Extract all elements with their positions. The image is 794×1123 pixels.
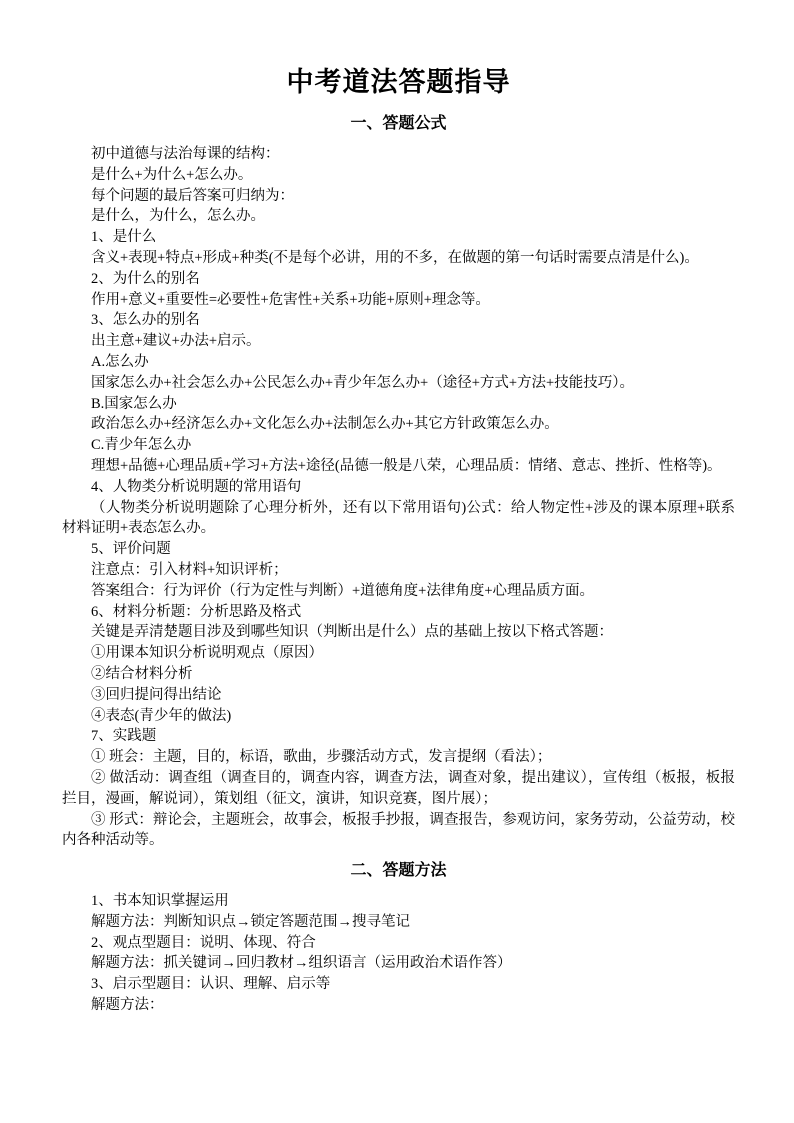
method-2-heading: 2、观点型题目：说明、体现、符合 [91, 934, 316, 951]
item-7-heading: 7、实践题 [91, 728, 157, 745]
item-4-content: （人物类分析说明题除了心理分析外，还有以下常用语句)公式：给人物定性+涉及的课本原理+联系材料证明+表态怎么办。 [62, 499, 735, 537]
structure-intro-text: 初中道德与法治每课的结构： [91, 146, 280, 162]
section-heading-answer-methods: 二、答题方法 [350, 862, 447, 880]
item-1-heading: 1、是什么 [91, 229, 157, 246]
item-6-heading: 6、材料分析题：分析思路及格式 [91, 603, 302, 620]
item-3-heading: 3、怎么办的别名 [91, 312, 200, 329]
item-7-point-1: ① 班会：主题，目的，标语，歌曲，步骤活动方式，发言提纲（看法）； [91, 749, 552, 766]
item-4-heading: 4、人物类分析说明题的常用语句 [91, 478, 302, 495]
method-3-heading: 3、启示型题目：认识、理解、启示等 [91, 976, 331, 993]
item-5-note: 注意点：引入材料+知识评析； [91, 561, 288, 578]
document-body [62, 64, 735, 1016]
item-7-point-3: ③ 形式：辩论会，主题班会，故事会，板报手抄报，调查报告，参观访问，家务劳动，公益劳动，校内各种活动等。 [62, 811, 735, 849]
item-2-content: 作用+意义+重要性=必要性+危害性+关系+功能+原则+理念等。 [91, 291, 490, 308]
item-2-heading: 2、为什么的别名 [91, 270, 200, 287]
sub-item-b-content: 政治怎么办+经济怎么办+文化怎么办+法制怎么办+其它方针政策怎么办。 [91, 416, 559, 433]
item-1-content: 含义+表现+特点+形成+种类(不是每个必讲，用的不多，在做题的第一句话时需要点清是什么)。 [91, 249, 699, 266]
item-3-content: 出主意+建议+办法+启示。 [91, 333, 261, 350]
sub-item-a-content: 国家怎么办+社会怎么办+公民怎么办+青少年怎么办+（途径+方式+方法+技能技巧）。 [91, 374, 634, 391]
sub-item-b-heading: B.国家怎么办 [91, 395, 177, 412]
answer-summary-intro-text: 每个问题的最后答案可归纳为： [91, 187, 294, 204]
method-2-content: 解题方法：抓关键词→回归教材→组织语言（运用政治术语作答） [91, 955, 512, 972]
item-5-answer: 答案组合：行为评价（行为定性与判断）+道德角度+法律角度+心理品质方面。 [91, 582, 595, 599]
sub-item-a-heading: A.怎么办 [91, 353, 149, 370]
answer-summary-text: 是什么，为什么，怎么办。 [91, 208, 265, 225]
item-6-step-1: ①用课本知识分析说明观点（原因） [91, 645, 323, 662]
item-6-content: 关键是弄清楚题目涉及到哪些知识（判断出是什么）点的基础上按以下格式答题： [91, 624, 613, 641]
sub-item-c-heading: C.青少年怎么办 [91, 437, 192, 454]
item-6-step-4: ④表态(青少年的做法) [91, 707, 232, 724]
item-6-step-2: ②结合材料分析 [91, 665, 193, 682]
item-7-point-2: ② 做活动：调查组（调查目的，调查内容，调查方法，调查对象，提出建议），宣传组（板报，板报拦目，漫画，解说词），策划组（征文，演讲，知识竞赛，图片展）； [62, 769, 735, 807]
method-1-heading: 1、书本知识掌握运用 [91, 893, 229, 910]
section-answer-formula [62, 112, 735, 851]
structure-formula-text: 是什么+为什么+怎么办。 [91, 166, 253, 183]
item-6-step-3: ③回归提问得出结论 [91, 686, 222, 703]
method-3-content: 解题方法： [91, 997, 164, 1014]
section-answer-methods [62, 859, 735, 1016]
item-5-heading: 5、评价问题 [91, 541, 171, 558]
sub-item-c-content: 理想+品德+心理品质+学习+方法+途径(品德一般是八荣，心理品质：情绪、意志、挫折、性格等)。 [91, 457, 722, 474]
method-1-content: 解题方法：判断知识点→锁定答题范围→搜寻笔记 [91, 913, 410, 930]
section-heading-answer-formula: 一、答题公式 [350, 115, 447, 132]
document-title: 中考道法答题指导 [286, 67, 511, 97]
